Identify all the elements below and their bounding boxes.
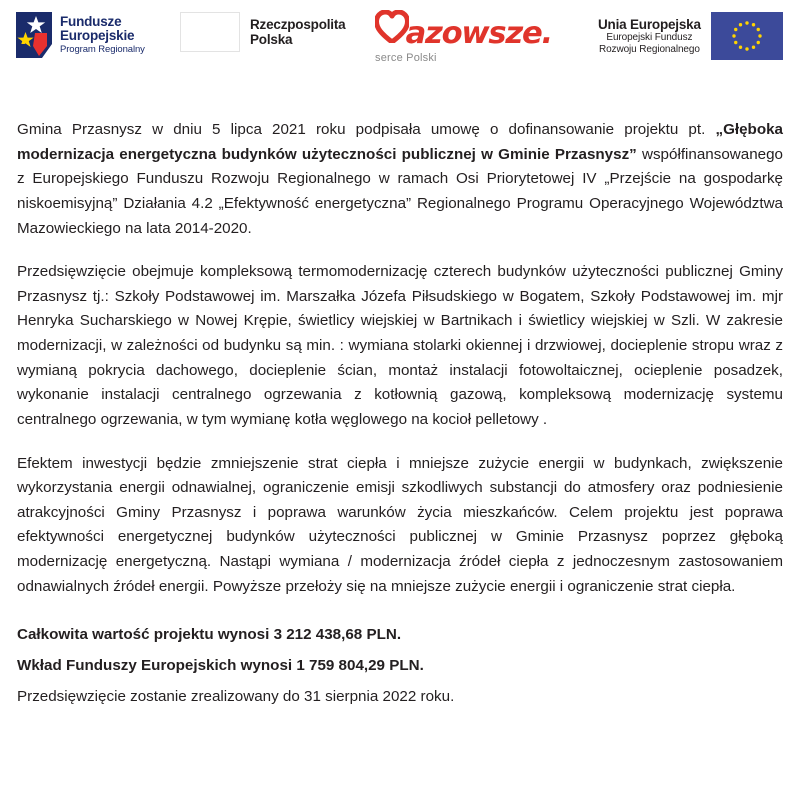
fundusze-europejskie-label bbox=[60, 15, 145, 56]
mazowsze-tagline: serce Polski bbox=[375, 52, 437, 64]
project-title-bold: „Głęboka modernizacja energetyczna budynków użyteczności publicznej w Gminie Przasnysz” bbox=[17, 121, 783, 163]
mazowsze-wordmark bbox=[375, 10, 551, 66]
document-body bbox=[17, 118, 783, 709]
paragraph-1-part1: Gmina Przasnysz w dniu 5 lipca 2021 roku podpisała umowę o dofinansowanie projektu pt. bbox=[17, 121, 716, 138]
rp-line1: Rzeczpospolita bbox=[250, 16, 346, 32]
paragraph-3: Efektem inwestycji będzie zmniejszenie strat ciepła i mniejsze zużycie energii w budynkach, zwiększenie wykorzystania energii odnawialnej, ograniczenie emisji szkodliwych substancji do atmosfery oraz podniesienie atrakcyjności Gminy Przasnysz i poprawa warunków życia mieszkańców. Celem projektu jest poprawa efektywności energetycznej budynków użyteczności publicznej w Gminie Przasnysz poprzez głęboką modernizację energetyczną. Nastąpi wymiana / modernizacja źródeł ciepła z jednoczesnym zastosowaniem odnawialnych źródeł energii. Powyższe przełoży się na mniejsze zużycie energii i ograniczenie strat ciepła. bbox=[17, 454, 783, 595]
completion-date: Przedsięwzięcie zostanie zrealizowany do 31 sierpnia 2022 roku. bbox=[17, 687, 455, 705]
fundusze-europejskie-icon bbox=[16, 12, 52, 58]
rzeczpospolita-polska-label bbox=[250, 17, 345, 47]
logo-rzeczpospolita-polska bbox=[180, 12, 345, 52]
unia-europejska-label bbox=[598, 17, 701, 56]
paragraph-2: Przedsięwzięcie obejmuje kompleksową termomodernizację czterech budynków użyteczności publicznej Gminy Przasnysz tj.: Szkoły Podstawowej im. Marszałka Józefa Piłsudskiego w Bogatem, Szkoły Podstawowej im. mjr Henryka Sucharskiego w Nowej Krępie, świetlicy wiejskiej w Bartnikach i świetlicy wiejskiej w Szli. W zakresie modernizacji, w zależności od budynku są min. : wymiana stolarki okiennej i drzwiowej, docieplenie stropu wraz z wymianą pokrycia dachowego, docieplenie ścian, montaż instalacji fotowoltaicznej, ocieplenie posadzek, wykonanie instalacji centralnego ogrzewania z kotłownią gazową, kompleksową modernizację systemu centralnego ogrzewania, w tym wymianę kotła węglowego na kocioł pelletowy . bbox=[17, 263, 783, 428]
mazowsze-word-row bbox=[375, 10, 552, 51]
fe-line2: Europejskie bbox=[60, 27, 135, 43]
paragraph-1 bbox=[17, 118, 783, 241]
total-project-value: Całkowita wartość projektu wynosi 3 212 438,68 PLN. bbox=[17, 626, 402, 644]
ue-line1: Unia Europejska bbox=[598, 16, 701, 32]
polish-flag-icon bbox=[180, 12, 240, 52]
fe-line3: Program Regionalny bbox=[60, 44, 145, 56]
mazowsze-letters: azowsze. bbox=[405, 15, 552, 51]
logo-fundusze-europejskie bbox=[16, 12, 145, 58]
ue-line2: Europejski Fundusz bbox=[606, 32, 693, 44]
logo-strip bbox=[0, 0, 800, 80]
paragraph-1-part2: współfinansowanego z Europejskiego Funduszu Rozwoju Regionalnego w ramach Osi Priorytetowej IV „Przejście na gospodarkę niskoemisyjną” Działania 4.2 „Efektywność energetyczna” Regionalnego Programu Operacyjnego Województwa Mazowieckiego na lata 2014-2020. bbox=[17, 145, 783, 237]
rp-line2: Polska bbox=[250, 32, 293, 47]
eu-flag-icon bbox=[711, 12, 783, 60]
logo-mazowsze bbox=[375, 10, 551, 66]
heart-icon bbox=[375, 10, 409, 48]
eu-funds-contribution: Wkład Funduszy Europejskich wynosi 1 759 804,29 PLN. bbox=[17, 656, 424, 674]
ue-line3: Rozwoju Regionalnego bbox=[598, 43, 700, 55]
fe-line1: Fundusze bbox=[60, 13, 122, 29]
logo-unia-europejska bbox=[598, 12, 783, 60]
financials-block bbox=[17, 623, 783, 709]
